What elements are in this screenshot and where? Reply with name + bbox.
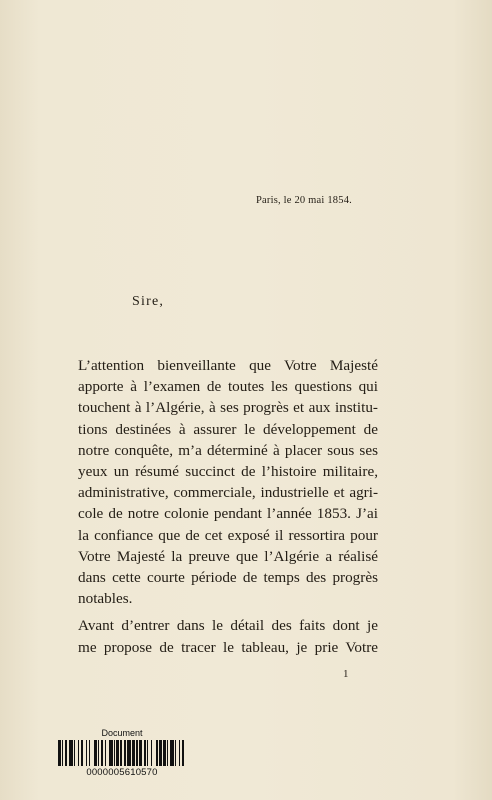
barcode-stripe (184, 740, 185, 766)
page-number: 1 (343, 668, 349, 680)
text-line: yeux un résumé succinct de l’histoire militaire, (78, 463, 378, 481)
barcode-label: Document (101, 728, 143, 738)
barcode-number: 0000005610570 (86, 767, 158, 778)
text-line: tions destinées à assurer le développement de (78, 420, 378, 438)
paragraph-2 (78, 615, 378, 657)
letter-body (78, 355, 378, 658)
text-line: touchent à l’Algérie, à ses progrès et aux institu- (78, 399, 378, 417)
text-line: notre conquête, m’a déterminé à placer sous ses (78, 441, 378, 459)
text-line: dans cette courte période de temps des progrès (78, 569, 378, 587)
paragraph-1 (78, 355, 378, 609)
text-line: cole de notre colonie pendant l’année 1853. J’ai (78, 505, 378, 523)
text-line: L’attention bienveillante que Votre Majesté (78, 357, 378, 374)
text-line: me propose de tracer le tableau, je prie Votre (78, 638, 378, 656)
text-line: administrative, commerciale, industrielle et agri- (78, 484, 378, 502)
salutation: Sire, (132, 294, 165, 309)
text-line: la confiance que de cet exposé il ressortira pour (78, 526, 378, 544)
text-line: Avant d’entrer dans le détail des faits dont je (78, 617, 378, 635)
text-line: notables. (78, 590, 133, 608)
barcode-image (58, 740, 186, 766)
dateline: Paris, le 20 mai 1854. (256, 195, 352, 206)
text-line: apporte à l’examen de toutes les questions qui (78, 378, 378, 396)
text-line: Votre Majesté la preuve que l’Algérie a réalisé (78, 547, 378, 565)
